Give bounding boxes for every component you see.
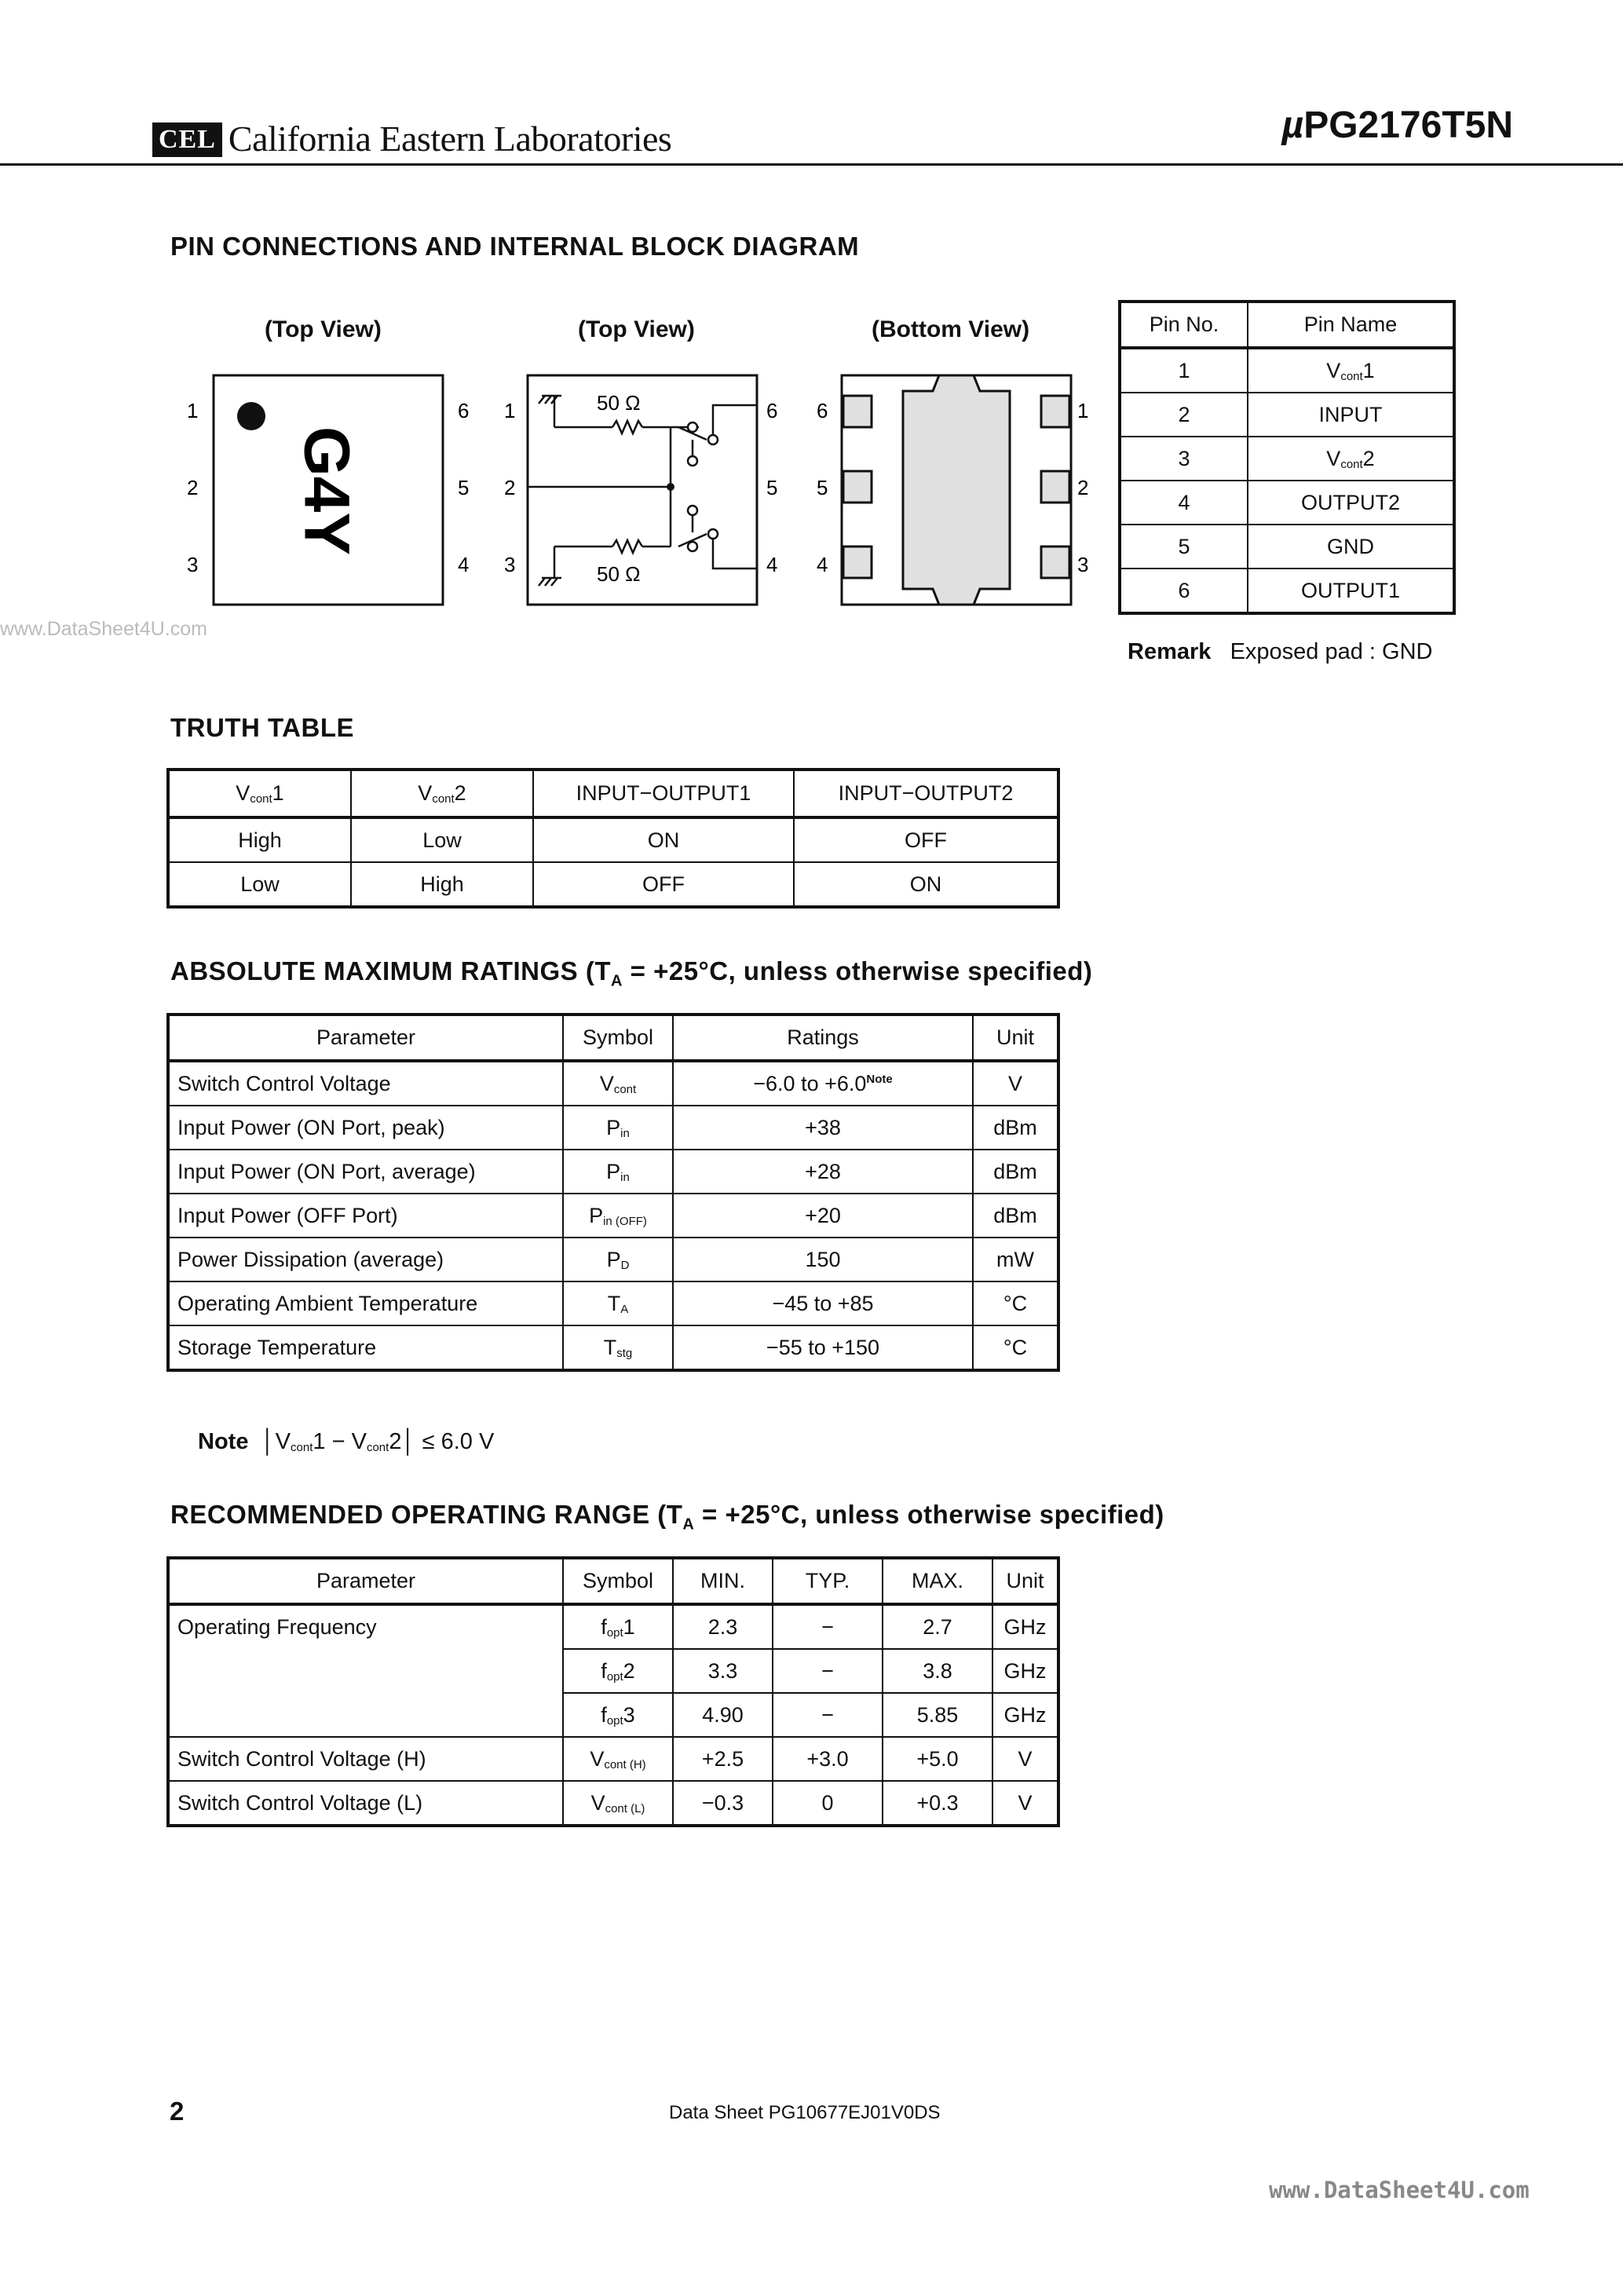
note-label: Note (198, 1429, 249, 1454)
table-cell: $T_A$ (563, 1281, 673, 1325)
table-cell: OFF (533, 862, 794, 906)
table-row (169, 862, 1058, 906)
table-row (169, 1061, 1058, 1106)
package-marking: G4Y (291, 426, 363, 556)
v1-pin-right-4: 4 (458, 553, 470, 576)
table-cell: − (773, 1649, 883, 1693)
pin-row (1120, 437, 1453, 481)
v3-pin-left-5: 5 (817, 476, 828, 499)
v1-pin-left-1: 1 (187, 399, 199, 422)
table-cell: +20 (673, 1194, 973, 1238)
truth-header: $V_{cont}1$ (169, 770, 351, 817)
pin-row (1120, 481, 1453, 525)
table-cell: +5.0 (883, 1737, 992, 1781)
table-cell: $V_{cont (L)}$ (563, 1781, 673, 1825)
pin-no: 2 (1120, 393, 1248, 437)
company-name: California Eastern Laboratories (228, 119, 672, 159)
v3-pin-right-1: 1 (1077, 399, 1089, 422)
truth-header: INPUT−OUTPUT2 (794, 770, 1058, 817)
table-cell: °C (973, 1281, 1058, 1325)
abs-header-unit: Unit (973, 1015, 1058, 1061)
abs-header-ratings: Ratings (673, 1015, 973, 1061)
remark-text: Exposed pad : GND (1230, 639, 1433, 664)
table-cell: +3.0 (773, 1737, 883, 1781)
table-cell: −0.3 (673, 1781, 773, 1825)
table-cell: mW (973, 1238, 1058, 1281)
v3-pin-left-6: 6 (817, 399, 828, 422)
pin-section-title: PIN CONNECTIONS AND INTERNAL BLOCK DIAGRAM (170, 232, 860, 261)
watermark-left: www.DataSheet4U.com (0, 618, 208, 640)
table-cell: $f_{opt}3$ (563, 1693, 673, 1737)
table-cell: dBm (973, 1150, 1058, 1194)
table-cell: − (773, 1604, 883, 1649)
part-number (1282, 104, 1513, 147)
table-row (169, 817, 1058, 862)
truth-table-title: TRUTH TABLE (170, 713, 355, 742)
pin1-dot (237, 402, 265, 430)
table-cell: 3.3 (673, 1649, 773, 1693)
table-cell: Input Power (OFF Port) (169, 1194, 563, 1238)
table-cell: 4.90 (673, 1693, 773, 1737)
table-row (169, 1194, 1058, 1238)
circuit-lines (528, 396, 757, 586)
table-cell: OFF (794, 817, 1058, 862)
table-cell: − (773, 1693, 883, 1737)
truth-header: INPUT−OUTPUT1 (533, 770, 794, 817)
pin-row (1120, 348, 1453, 393)
bottom-view-package-diagram (801, 361, 1115, 612)
block-outline (528, 375, 757, 605)
table-cell: °C (973, 1325, 1058, 1369)
table-cell: Input Power (ON Port, average) (169, 1150, 563, 1194)
table-cell: V (973, 1061, 1058, 1106)
resistor-bottom-label: 50 Ω (597, 562, 641, 586)
company-header (152, 118, 671, 159)
table-cell: $P_{in}$ (563, 1106, 673, 1150)
table-row (169, 1281, 1058, 1325)
v1-pin-right-5: 5 (458, 476, 470, 499)
pin-table-header-name: Pin Name (1248, 302, 1453, 348)
table-cell: $P_D$ (563, 1238, 673, 1281)
table-cell: 150 (673, 1238, 973, 1281)
table-cell: V (992, 1781, 1058, 1825)
table-cell: ON (794, 862, 1058, 906)
junction-node (667, 483, 674, 491)
rec-header-max: MAX. (883, 1559, 992, 1604)
table-row (169, 1238, 1058, 1281)
table-cell: Low (351, 817, 533, 862)
v2-pin-left-3: 3 (504, 553, 516, 576)
pin-no: 4 (1120, 481, 1248, 525)
table-cell: Operating Frequency (169, 1604, 563, 1737)
v1-pin-left-3: 3 (187, 553, 199, 576)
remark-label: Remark (1128, 639, 1212, 664)
part-prefix: µ (1281, 104, 1304, 146)
v3-pin-right-2: 2 (1077, 476, 1089, 499)
table-cell: +0.3 (883, 1781, 992, 1825)
table-cell: $f_{opt}1$ (563, 1604, 673, 1649)
table-cell: GHz (992, 1693, 1058, 1737)
pin-name: OUTPUT1 (1248, 569, 1453, 612)
rec-op-table (168, 1558, 1058, 1826)
rec-header-symbol: Symbol (563, 1559, 673, 1604)
table-row (169, 1737, 1058, 1781)
pin-name: $V_{cont}2$ (1248, 437, 1453, 481)
pin-no: 3 (1120, 437, 1248, 481)
rec-header-unit: Unit (992, 1559, 1058, 1604)
table-row (169, 1325, 1058, 1369)
truth-header: $V_{cont}2$ (351, 770, 533, 817)
table-cell: dBm (973, 1194, 1058, 1238)
table-row (169, 1781, 1058, 1825)
abs-max-title: ABSOLUTE MAXIMUM RATINGS ($T_A = +25^\circ C$, unless otherwise specified) (170, 956, 1093, 990)
table-cell: $T_{stg}$ (563, 1325, 673, 1369)
abs-max-note: Note $│V_{cont}1$ − $V_{cont}2│ \le 6.0$ V (198, 1429, 495, 1454)
table-cell: $P_{in}$ (563, 1150, 673, 1194)
v2-pin-right-6: 6 (766, 399, 778, 422)
rec-header-typ: TYP. (773, 1559, 883, 1604)
table-cell: Switch Control Voltage (169, 1061, 563, 1106)
table-cell: 0 (773, 1781, 883, 1825)
table-cell: +38 (673, 1106, 973, 1150)
table-cell: Power Dissipation (average) (169, 1238, 563, 1281)
table-cell: GHz (992, 1649, 1058, 1693)
rec-header-min: MIN. (673, 1559, 773, 1604)
table-cell: −6.0 to $+6.0^{Note}$ (673, 1061, 973, 1106)
table-cell: −45 to +85 (673, 1281, 973, 1325)
table-cell: Switch Control Voltage (L) (169, 1781, 563, 1825)
v2-pin-left-1: 1 (504, 399, 516, 422)
v3-pin-right-3: 3 (1077, 553, 1089, 576)
view3-label: (Bottom View) (872, 316, 1030, 342)
pin-table (1120, 302, 1454, 613)
table-row (169, 1150, 1058, 1194)
header-rule (0, 163, 1623, 166)
table-cell: Input Power (ON Port, peak) (169, 1106, 563, 1150)
rec-header-param: Parameter (169, 1559, 563, 1604)
table-cell: Switch Control Voltage (H) (169, 1737, 563, 1781)
internal-block-diagram (487, 361, 801, 612)
table-cell: 2.3 (673, 1604, 773, 1649)
resistor-top-label: 50 Ω (597, 391, 641, 415)
table-cell: Storage Temperature (169, 1325, 563, 1369)
pin-row (1120, 525, 1453, 569)
exposed-pad (903, 375, 1010, 605)
pin-name: GND (1248, 525, 1453, 569)
abs-max-table (168, 1015, 1058, 1370)
table-cell: Operating Ambient Temperature (169, 1281, 563, 1325)
v1-pin-right-6: 6 (458, 399, 470, 422)
table-cell: 3.8 (883, 1649, 992, 1693)
table-row (169, 1604, 1058, 1649)
pin-table-header-no: Pin No. (1120, 302, 1248, 348)
cel-logo: CEL (152, 122, 222, 157)
v3-pin-left-4: 4 (817, 553, 828, 576)
abs-header-param: Parameter (169, 1015, 563, 1061)
table-cell: +28 (673, 1150, 973, 1194)
abs-header-symbol: Symbol (563, 1015, 673, 1061)
v2-pin-left-2: 2 (504, 476, 516, 499)
table-cell: High (169, 817, 351, 862)
table-cell: V (992, 1737, 1058, 1781)
v2-pin-right-4: 4 (766, 553, 778, 576)
table-cell: ON (533, 817, 794, 862)
table-cell: $V_{cont}$ (563, 1061, 673, 1106)
table-cell: 5.85 (883, 1693, 992, 1737)
pin-name: INPUT (1248, 393, 1453, 437)
pin-row (1120, 393, 1453, 437)
table-row (169, 1106, 1058, 1150)
watermark-right: www.DataSheet4U.com (1269, 2177, 1530, 2203)
v2-pin-right-5: 5 (766, 476, 778, 499)
page-number: 2 (170, 2097, 185, 2126)
pin-row (1120, 569, 1453, 612)
v1-pin-left-2: 2 (187, 476, 199, 499)
truth-table (168, 770, 1058, 907)
top-view-package-diagram (157, 361, 487, 612)
pin-name: OUTPUT2 (1248, 481, 1453, 525)
table-cell: $f_{opt}2$ (563, 1649, 673, 1693)
pin-no: 1 (1120, 348, 1248, 393)
pin-name: $V_{cont}1$ (1248, 348, 1453, 393)
table-cell: dBm (973, 1106, 1058, 1150)
pin-no: 5 (1120, 525, 1248, 569)
table-cell: GHz (992, 1604, 1058, 1649)
doc-number: Data Sheet PG10677EJ01V0DS (669, 2102, 941, 2123)
view1-label: (Top View) (265, 316, 382, 342)
table-cell: 2.7 (883, 1604, 992, 1649)
table-cell: +2.5 (673, 1737, 773, 1781)
rec-op-title: RECOMMENDED OPERATING RANGE ($T_A = +25^\circ C$, unless otherwise specified) (170, 1500, 1164, 1534)
table-cell: −55 to +150 (673, 1325, 973, 1369)
table-cell: $P_{in (OFF)}$ (563, 1194, 673, 1238)
part-number-text: PG2176T5N (1303, 104, 1513, 146)
table-cell: Low (169, 862, 351, 906)
pin-no: 6 (1120, 569, 1248, 612)
remark (1128, 639, 1433, 665)
view2-label: (Top View) (578, 316, 695, 342)
table-cell: $V_{cont (H)}$ (563, 1737, 673, 1781)
table-cell: High (351, 862, 533, 906)
